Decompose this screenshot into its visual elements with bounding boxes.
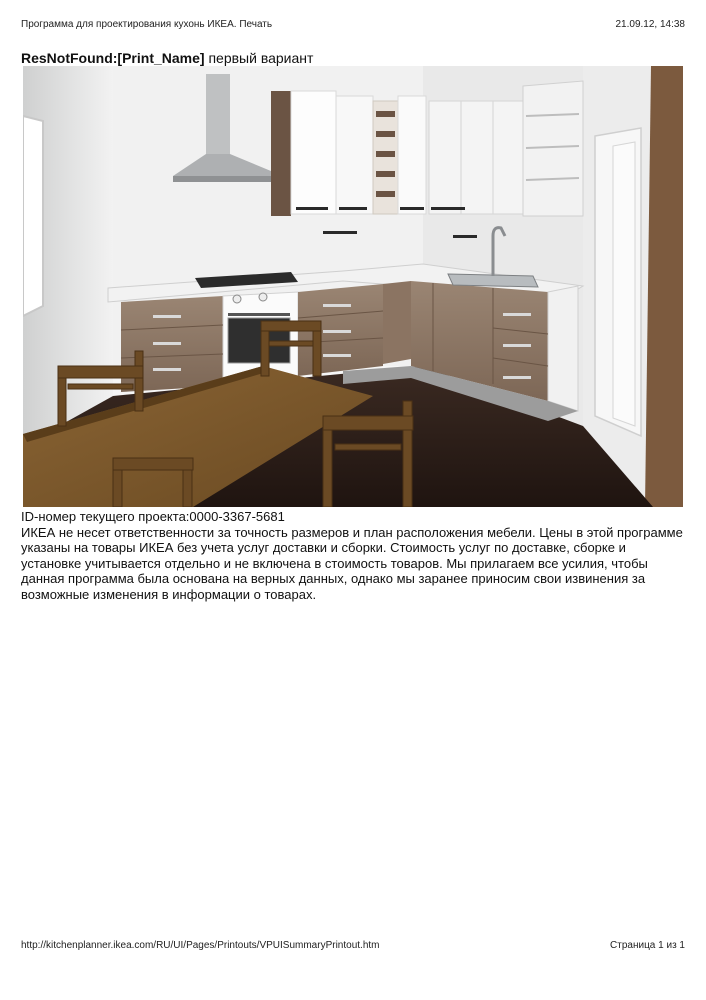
print-footer-page: Страница 1 из 1 [610, 940, 685, 951]
print-header-datetime: 21.09.12, 14:38 [615, 19, 685, 30]
page-title [21, 50, 313, 66]
project-info [21, 509, 689, 602]
print-footer [21, 940, 685, 954]
print-footer-url: http://kitchenplanner.ikea.com/RU/UI/Pages/Printouts/VPUISummaryPrintout.htm [21, 940, 380, 951]
print-header-title: Программа для проектирования кухонь ИКЕА. Печать [21, 19, 273, 30]
kitchen-render-image [23, 66, 683, 507]
print-header [21, 19, 685, 33]
project-id: ID-номер текущего проекта:0000-3367-5681 [21, 509, 285, 524]
disclaimer-text: ИКЕА не несет ответственности за точность размеров и план расположения мебели. Цены в этой программе указаны на товары ИКЕА без учета услуг доставки и сборки. Стоимость услуг по доставке, сборке и установке учитывается отдельно и не включена в стоимость товаров. Мы прилагаем все усилия, чтобы данная программа была основана на верных данных, однако мы заранее приносим свои извинения за возможные изменения в информации о товарах. [21, 524, 683, 602]
project-variant: первый вариант [208, 50, 314, 66]
project-name: ResNotFound:[Print_Name] [21, 50, 205, 66]
